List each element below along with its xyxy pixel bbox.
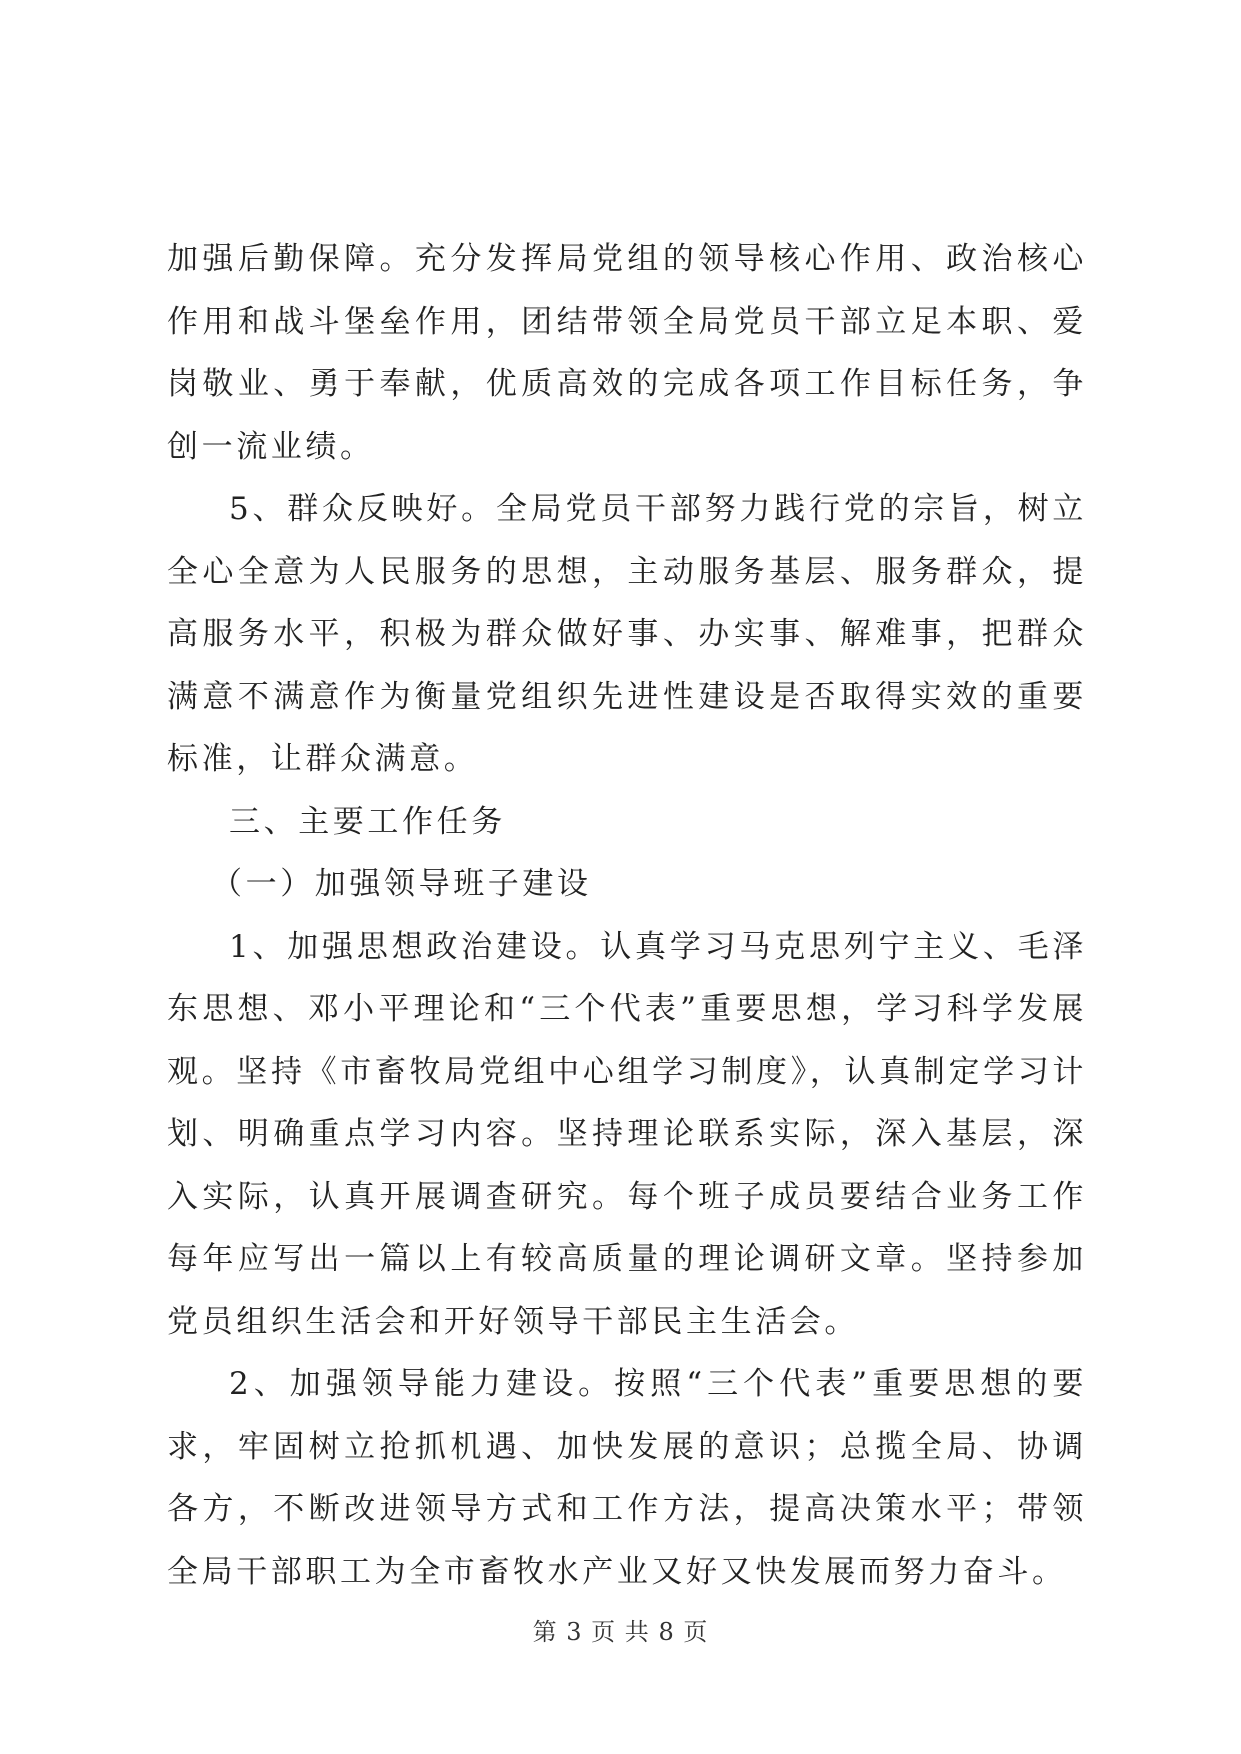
paragraph-item-2: 2、加强领导能力建设。按照“三个代表”重要思想的要求，牢固树立抢抓机遇、加快发展的意识；总揽全局、协调各方，不断改进领导方式和工作方法，提高决策水平；带领全局干部职工为全市畜牧水产业又好又快发展而努力奋斗。 — [167, 1366, 1087, 1590]
paragraph-item-5: 5、群众反映好。全局党员干部努力践行党的宗旨，树立全心全意为人民服务的思想，主动服务基层、服务群众，提高服务水平，积极为群众做好事、办实事、解难事，把群众满意不满意作为衡量党组织先进性建设是否取得实效的重要标准，让群众满意。 — [167, 491, 1087, 777]
page-number-footer: 第 3 页 共 8 页 — [532, 1618, 709, 1646]
section-heading-3: 三、主要工作任务 — [229, 803, 506, 840]
paragraph-item-1: 1、加强思想政治建设。认真学习马克思列宁主义、毛泽东思想、邓小平理论和“三个代表”重要思想，学习科学发展观。坚持《市畜牧局党组中心组学习制度》，认真制定学习计划、明确重点学习内容。坚持理论联系实际，深入基层，深入实际，认真开展调查研究。每个班子成员要结合业务工作每年应写出一篇以上有较高质量的理论调研文章。坚持参加党员组织生活会和开好领导干部民主生活会。 — [167, 928, 1087, 1340]
paragraph-continuation: 加强后勤保障。充分发挥局党组的领导核心作用、政治核心作用和战斗堡垒作用，团结带领全局党员干部立足本职、爱岗敬业、勇于奉献，优质高效的完成各项工作目标任务，争创一流业绩。 — [167, 241, 1087, 465]
subsection-heading-1: （一）加强领导班子建设 — [211, 866, 592, 902]
document-body — [167, 228, 1087, 1603]
